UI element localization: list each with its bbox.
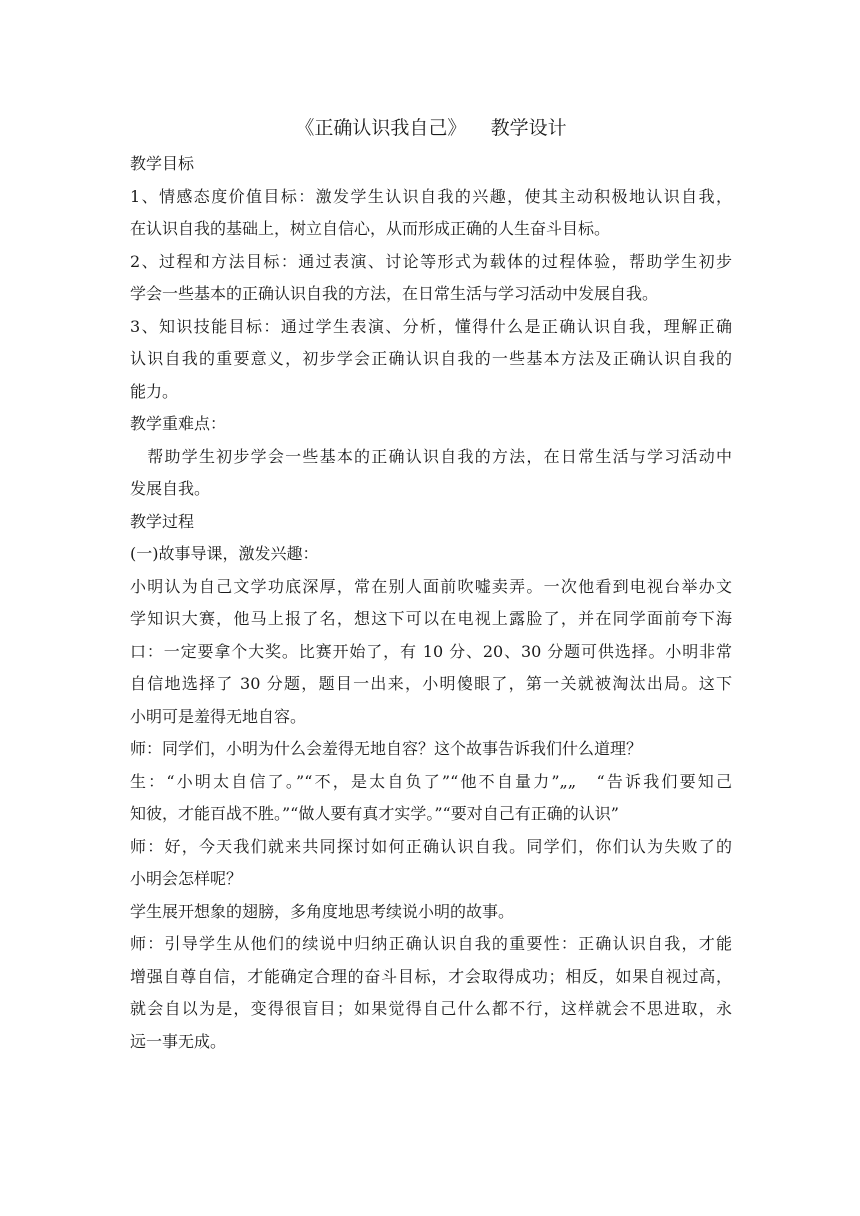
paragraph-line: 发展自我。 [130,479,211,498]
paragraph-line: 生：“小明太自信了。”“不，是太自负了”“他不自量力”„„ “告诉我们要知己 [130,771,732,791]
paragraph-line: 远一事无成。 [130,1031,227,1051]
paragraph-line: 增强自尊自信，才能确定合理的奋斗目标，才会取得成功；相反，如果自视过高， [130,966,732,986]
paragraph-line: 1、情感态度价值目标：激发学生认识自我的兴趣，使其主动积极地认识自我， [130,186,732,206]
paragraph-line: 师：引导学生从他们的续说中归纳正确认识自我的重要性：正确认识自我，才能 [130,934,732,953]
paragraph-line: 小明可是羞得无地自容。 [130,706,307,726]
paragraph-line: 学会一些基本的正确认识自我的方法，在日常生活与学习活动中发展自我。 [130,284,659,303]
paragraph-line: 师：好，今天我们就来共同探讨如何正确认识自我。同学们，你们认为失败了的 [130,836,732,856]
paragraph-line: 3、知识技能目标：通过学生表演、分析，懂得什么是正确认识自我，理解正确 [130,316,732,336]
paragraph-line: 2、过程和方法目标：通过表演、讨论等形式为载体的过程体验，帮助学生初步 [130,251,732,271]
paragraph-line: 在认识自我的基础上，树立自信心，从而形成正确的人生奋斗目标。 [130,219,611,238]
paragraph-line: 小明会怎样呢？ [130,869,243,888]
paragraph-line: 自信地选择了 30 分题，题目一出来，小明傻眼了，第一关就被淘汰出局。这下 [130,674,732,693]
paragraph-line: 师：同学们，小明为什么会羞得无地自容？这个故事告诉我们什么道理？ [130,739,643,758]
section-heading: 教学过程 [130,511,195,531]
paragraph-line: 口：一定要拿个大奖。比赛开始了，有 10 分、20、30 分题可供选择。小明非常 [130,641,732,661]
section-heading: 教学目标 [130,154,195,173]
paragraph-line: 认识自我的重要意义，初步学会正确认识自我的一些基本方法及正确认识自我的 [130,349,732,368]
paragraph-line: 学生展开想象的翅膀，多角度地思考续说小明的故事。 [130,901,515,921]
section-heading: 教学重难点： [130,414,227,433]
paragraph-line: 学知识大赛，他马上报了名，想这下可以在电视上露脸了，并在同学面前夸下海 [130,609,732,628]
document-title: 《正确认识我自己》 教学设计 [295,117,567,139]
paragraph-line: 能力。 [130,381,179,401]
paragraph-line: 小明认为自己文学功底深厚，常在别人面前吹嘘卖弄。一次他看到电视台举办文 [130,576,732,596]
paragraph-line: 就会自以为是，变得很盲目；如果觉得自己什么都不行，这样就会不思进取，永 [130,999,732,1018]
document-page [130,114,732,1058]
document-body [130,148,732,1058]
paragraph-line: 知彼，才能百战不胜。”“做人要有真才实学。”“要对自己有正确的认识” [130,804,619,823]
paragraph-line: 帮助学生初步学会一些基本的正确认识自我的方法，在日常生活与学习活动中 [130,446,732,466]
section-heading: (一)故事导课，激发兴趣： [130,544,319,563]
